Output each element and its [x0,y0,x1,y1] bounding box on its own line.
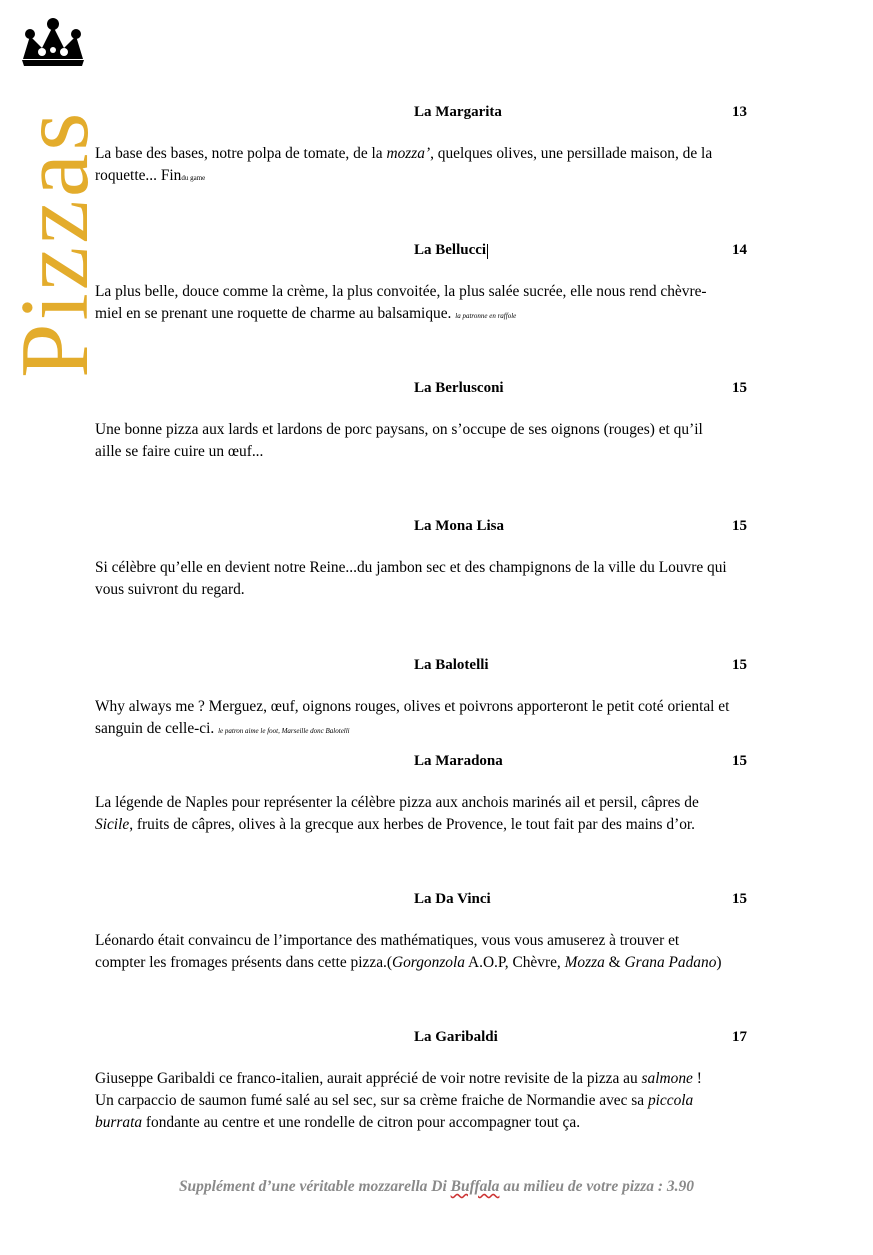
menu-item [95,891,775,974]
description-line [95,814,775,836]
description-line [95,696,775,718]
menu-item-header [95,1029,775,1051]
description-line [95,952,775,974]
description-text: fondante au centre et une rondelle de citron pour accompagner tout ça. [142,1114,581,1131]
description-text: , quelques olives, une persillade maison, de la [430,145,713,162]
footer-text-before: Supplément d’une véritable mozzarella Di [178,1178,451,1195]
menu-item-description [95,792,775,836]
description-line [95,281,775,303]
menu-item-price: 13 [732,104,747,120]
menu-item-header [95,104,775,126]
description-italic: Sicile [95,816,130,833]
description-line [95,579,775,601]
description-text: sanguin de celle-ci. [95,720,219,737]
description-text: aille se faire cuire un œuf... [95,443,264,460]
menu-item-description [95,281,775,327]
footer-text-after: au milieu de votre pizza : 3.90 [499,1178,695,1195]
description-text: Un carpaccio de saumon fumé salé au sel sec, sur sa crème fraiche de Normandie avec sa [95,1092,648,1109]
description-line [95,1068,775,1090]
description-italic: Gorgonzola [392,954,465,971]
description-text: La plus belle, douce comme la crème, la plus convoitée, la plus salée sucrée, elle nous rend chèvre- [95,283,707,300]
description-italic: salmone [641,1070,693,1087]
description-text: vous suivront du regard. [95,581,245,598]
description-note: la patronne en raffole [455,312,517,320]
menu-item-price: 15 [732,380,747,396]
description-text: Why always me ? Merguez, œuf, oignons rouges, olives et poivrons apporteront le petit coté oriental et [95,698,730,715]
description-line [95,165,775,189]
menu-item [95,753,775,836]
description-text: Giuseppe Garibaldi ce franco-italien, aurait apprécié de voir notre revisite de la pizza au [95,1070,642,1087]
description-italic: mozza’ [386,145,431,162]
description-text: La légende de Naples pour représenter la célèbre pizza aux anchois marinés ail et persil, câpres de [95,794,699,811]
crown-icon [18,14,88,74]
menu-item-name: La Bellucci [414,242,487,258]
menu-item-header [95,753,775,775]
description-small-text: du game [181,174,206,182]
menu-item-name: La Mona Lisa [414,518,505,534]
menu-item-price: 15 [732,518,747,534]
text-cursor [487,244,488,259]
menu-item-name: La Maradona [414,753,503,769]
menu-item-description [95,143,775,189]
description-line [95,303,775,327]
menu-item-description [95,557,775,601]
description-line [95,419,775,441]
menu-item-header [95,242,775,264]
menu-item-header [95,657,775,679]
description-line [95,792,775,814]
menu-item-price: 15 [732,891,747,907]
menu-item-description [95,696,775,742]
menu-item-price: 15 [732,657,747,673]
menu-item-description [95,419,775,463]
menu-item-name: La Balotelli [414,657,489,673]
menu-item-name: La Da Vinci [414,891,491,907]
description-text: Léonardo était convaincu de l’importance des mathématiques, vous vous amuserez à trouver et [95,932,680,949]
section-title: Pizzas [1,109,109,378]
description-text: Si célèbre qu’elle en devient notre Reine...du jambon sec et des champignons de la ville du Louvre qui [95,559,727,576]
menu-item-header [95,518,775,540]
description-line [95,930,775,952]
description-text: ) [716,954,722,971]
description-text: A.O.P, Chèvre, [464,954,565,971]
description-line [95,1090,775,1112]
description-line [95,718,775,742]
description-text: miel en se prenant une roquette de charme au balsamique. [95,305,456,322]
description-text: roquette... Fin [95,167,182,184]
menu-item-name: La Margarita [414,104,502,120]
description-italic: Mozza [564,954,605,971]
description-line [95,1112,775,1134]
description-text: ! [692,1070,702,1087]
description-text: Une bonne pizza aux lards et lardons de porc paysans, on s’occupe de ses oignons (rouges) et qu’il [95,421,703,438]
menu-item-description [95,1068,775,1134]
menu-item-price: 14 [732,242,747,258]
description-line [95,441,775,463]
menu-item [95,657,775,742]
menu-item-name: La Garibaldi [414,1029,498,1045]
description-line [95,557,775,579]
description-italic: piccola [647,1092,694,1109]
menu-item [95,380,775,463]
menu-item-price: 15 [732,753,747,769]
menu-item-description [95,930,775,974]
menu-item-header [95,891,775,913]
description-italic: Grana Padano [624,954,717,971]
menu-item [95,242,775,327]
description-note: le patron aime le foot, Marseille donc Balotelli [218,727,350,735]
footer-supplement [0,1178,873,1196]
footer-text-underlined: Buffala [450,1178,500,1195]
description-line [95,143,775,165]
menu-item-price: 17 [732,1029,747,1045]
menu-item-header [95,380,775,402]
description-text: La base des bases, notre polpa de tomate, de la [95,145,387,162]
description-text: , fruits de câpres, olives à la grecque aux herbes de Provence, le tout fait par des mains d’or. [129,816,696,833]
description-text: compter les fromages présents dans cette pizza.( [95,954,392,971]
description-text: & [604,954,625,971]
description-italic: burrata [95,1114,143,1131]
menu-item [95,1029,775,1134]
menu-item [95,104,775,189]
menu-item [95,518,775,601]
menu-item-name: La Berlusconi [414,380,504,396]
